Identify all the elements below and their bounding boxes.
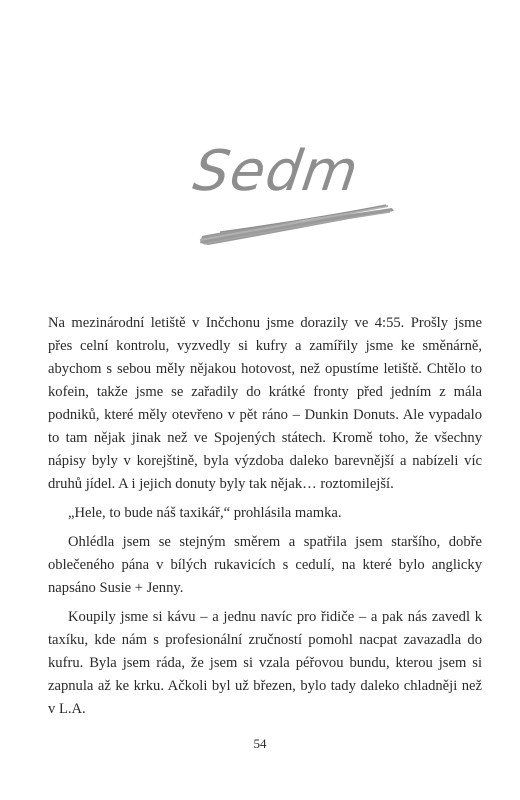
paragraph: Ohlédla jsem se stejným směrem a spatřila jsem staršího, dobře oblečeného pána v bílých rukavicích s cedulí, na které bylo anglicky napsáno Susie + Jenny. xyxy=(48,534,482,596)
chapter-title: Sedm xyxy=(189,139,363,204)
paragraph: Koupily jsme si kávu – a jednu navíc pro řidiče – a pak nás zavedl k taxíku, kde nám s profesionální zručností pomohl nacpat zavazadla do kufru. Byla jsem ráda, že jsem si vzala péřovou bundu, kterou jsem si zapnula až ke krku. Ačkoli byl už březen, bylo tady daleko chladněji než v L.A. xyxy=(48,609,482,717)
paragraph: „Hele, to bude náš taxikář,“ prohlásila mamka. xyxy=(68,505,342,521)
body-text xyxy=(48,312,482,721)
chapter-heading xyxy=(160,132,400,262)
paragraph: Na mezinárodní letiště v Inčchonu jsme dorazily ve 4:55. Prošly jsme přes celní kontrolu, vyzvedly si kufry a zamířily jsme ke směnárně, abychom s sebou měly nějakou hotovost, než opustíme letiště. Chtělo to kofein, takže jsme se zařadily do krátké fronty před jedním z mála podniků, které měly otevřeno v pět ráno – Dunkin Donuts. Ale vypadalo to tam nějak jinak než ve Spojených státech. Kromě toho, že všechny nápisy byly v korejštině, byla výzdoba daleko barevnější a nabízeli víc druhů jídel. A i jejich donuty byly tak nějak… roztomilejší. xyxy=(48,315,482,492)
page-number: 54 xyxy=(253,736,267,751)
